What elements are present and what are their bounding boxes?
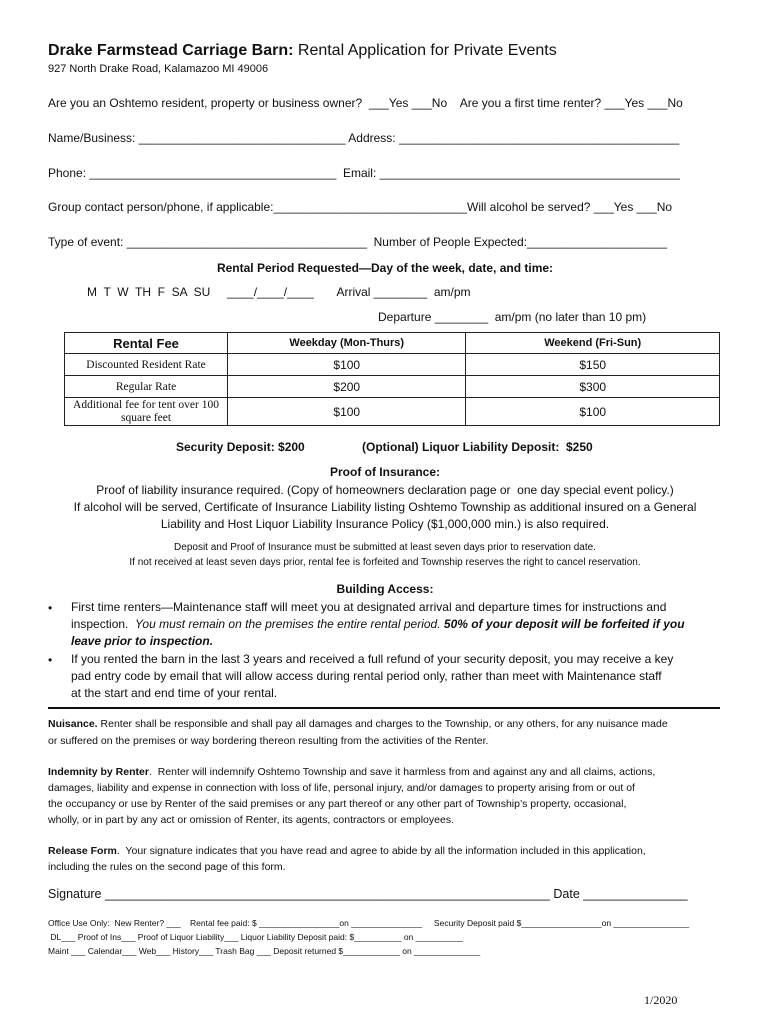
bullet-icon: • (48, 601, 53, 615)
name-address-field[interactable]: Name/Business: _______________________________ Address: __________________________________________ (48, 131, 680, 145)
row-label: Additional fee for tent over 100 square feet (65, 398, 228, 426)
insurance-line: Proof of liability insurance required. (Copy of homeowners declaration page or one day special event policy.) (96, 483, 674, 497)
revision-date: 1/2020 (644, 993, 678, 1007)
bullet-icon: • (48, 653, 53, 667)
text-plain: inspection. (71, 617, 136, 631)
release-paragraph (48, 846, 646, 857)
office-use-line: DL___ Proof of Ins___ Proof of Liquor Liability___ Liquor Liability Deposit paid: $__________ on __________ (48, 932, 463, 942)
release-text: . Your signature indicates that you have read and agree to abide by all the information included in this application, (116, 845, 646, 857)
weekend-fee: $300 (466, 376, 720, 398)
insurance-line: If alcohol will be served, Certificate of Insurance Liability listing Oshtemo Township as additional insured on a General (73, 500, 697, 514)
access-bullet-text: If you rented the barn in the last 3 years and received a full refund of your security deposit, you may receive a key (71, 652, 674, 666)
weekday-fee: $100 (228, 354, 466, 376)
row-label: Regular Rate (65, 376, 228, 398)
text-bold-italic: 50% of your deposit will be forfeited if you (443, 617, 685, 631)
security-deposit: Security Deposit: $200 (176, 440, 305, 454)
weekday-fee: $200 (228, 376, 466, 398)
venue-address: 927 North Drake Road, Kalamazoo MI 49006 (48, 63, 269, 75)
rental-period-heading: Rental Period Requested—Day of the week, date, and time: (216, 261, 554, 275)
release-text: including the rules on the second page of this form. (48, 861, 286, 873)
col-weekend: Weekend (Fri-Sun) (466, 333, 720, 354)
access-bullet-text (71, 618, 685, 630)
indemnity-text: the occupancy or use by Renter of the said premises or any part thereof or any other part of Township’s property, occasional, (48, 798, 627, 810)
col-weekday: Weekday (Mon-Thurs) (228, 333, 466, 354)
access-bullet-text: pad entry code by email that will allow access during rental period only, rather than meet with Maintenance staff (71, 669, 662, 683)
insurance-heading: Proof of Insurance: (329, 465, 440, 479)
weekend-fee: $150 (466, 354, 720, 376)
group-contact-field[interactable]: Group contact person/phone, if applicable:_____________________________Will alcohol be served? ___Yes ___No (48, 200, 673, 214)
indemnity-title: Indemnity by Renter (48, 766, 149, 778)
title-rest: Rental Application for Private Events (293, 42, 557, 59)
phone-email-field[interactable]: Phone: _____________________________________ Email: _____________________________________________ (48, 166, 680, 180)
nuisance-title: Nuisance. (48, 718, 98, 730)
access-bullet-text: leave prior to inspection. (71, 634, 214, 648)
office-use-line: Maint ___ Calendar___ Web___ History___ Trash Bag ___ Deposit returned $____________ on ______________ (48, 946, 481, 956)
table-header-row (65, 333, 720, 354)
col-rental-fee: Rental Fee (65, 333, 228, 354)
release-title: Release Form (48, 845, 117, 857)
text-italic: You must remain on the premises the entire rental period. (135, 617, 444, 631)
indemnity-text: damages, liability and expense in connection with loss of life, personal injury, and/or damages to property arising from or out of (48, 782, 635, 794)
insurance-line: Liability and Host Liquor Liability Insurance Policy ($1,000,000 min.) is also required. (160, 517, 610, 531)
indemnity-text: . Renter will indemnify Oshtemo Township and save it harmless from and against any and all claims, actions, (148, 766, 656, 778)
indemnity-paragraph (48, 767, 655, 778)
liquor-deposit: (Optional) Liquor Liability Deposit: $250 (362, 440, 593, 454)
access-bullet-text: First time renters—Maintenance staff will meet you at designated arrival and departure times for instructions and (71, 600, 667, 614)
deposit-note: If not received at least seven days prior, rental fee is forfeited and Township reserves the right to cancel reservation. (129, 557, 641, 568)
nuisance-text: or suffered on the premises or way bordering thereon resulting from the activities of the Renter. (48, 735, 489, 747)
title-bold: Drake Farmstead Carriage Barn: (48, 42, 294, 59)
table-row (65, 354, 720, 376)
weekday-fee: $100 (228, 398, 466, 426)
table-row (65, 376, 720, 398)
departure-line[interactable]: Departure ________ am/pm (no later than 10 pm) (378, 310, 647, 324)
table-row (65, 398, 720, 426)
building-access-heading: Building Access: (336, 582, 434, 596)
divider (48, 707, 720, 709)
page-title (48, 43, 557, 59)
signature-date-field[interactable]: Signature ________________________________________________________________ Date _______________ (48, 887, 688, 901)
deposit-note: Deposit and Proof of Insurance must be submitted at least seven days prior to reservation date. (174, 542, 596, 553)
rental-fee-table (64, 332, 720, 426)
weekend-fee: $100 (466, 398, 720, 426)
resident-question: Are you an Oshtemo resident, property or business owner? ___Yes ___No Are you a first time renter? ___Yes ___No (48, 96, 683, 110)
rental-days-line[interactable]: M T W TH F SA SU ____/____/____ Arrival ________ am/pm (87, 285, 471, 299)
access-bullet-text: at the start and end time of your rental. (71, 686, 278, 700)
nuisance-paragraph (48, 719, 668, 730)
row-label: Discounted Resident Rate (65, 354, 228, 376)
event-type-field[interactable]: Type of event: ____________________________________ Number of People Expected:_____________________ (48, 235, 668, 249)
indemnity-text: wholly, or in part by any act or omission of Renter, its agents, contractors or employees. (48, 814, 454, 826)
office-use-line: Office Use Only: New Renter? ___ Rental fee paid: $ _________________on _______________ Security Deposit paid $_________________on ________________ (48, 918, 690, 928)
nuisance-text: Renter shall be responsible and shall pay all damages and charges to the Township, or any others, for any nuisance made (97, 718, 668, 730)
